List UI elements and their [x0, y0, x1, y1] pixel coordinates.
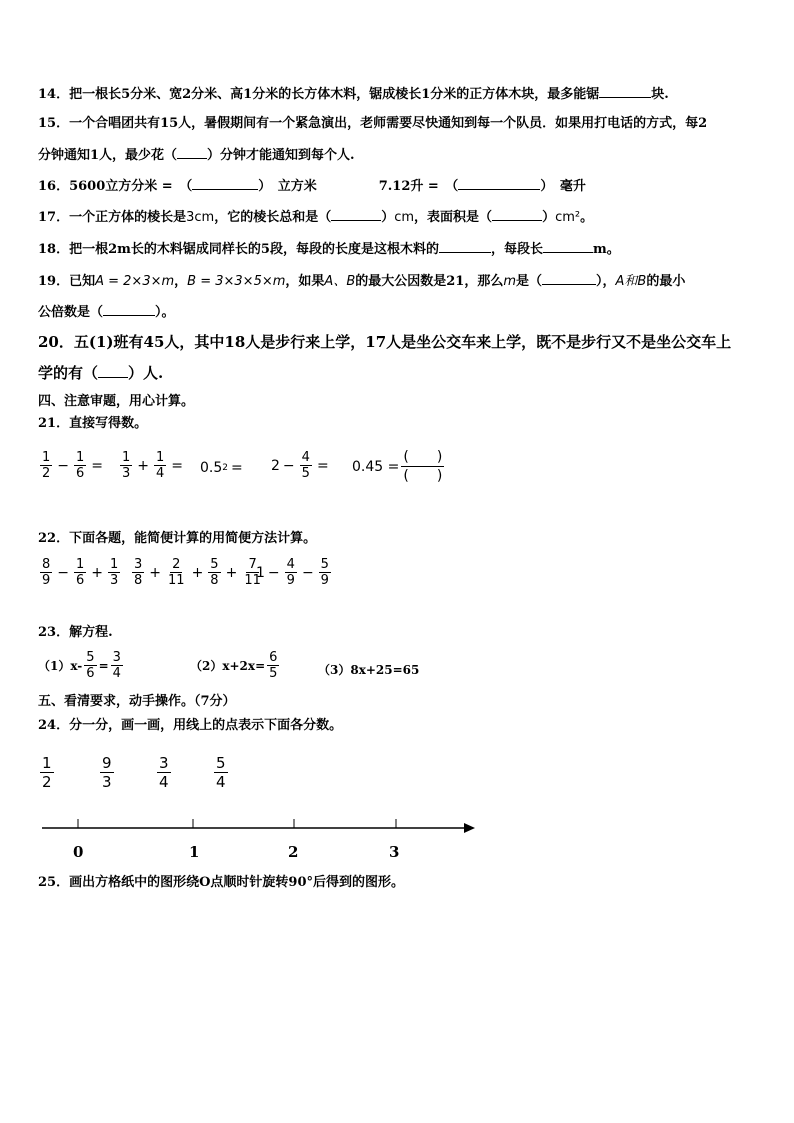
answer-blank[interactable] — [177, 145, 207, 159]
equation-23-3: （3）8x+25=65 — [318, 663, 420, 677]
expr-21-2: $\frac{1}{3}$ + $\frac{1}{4}$ = — [122, 450, 184, 481]
answer-blank[interactable] — [192, 176, 258, 190]
expr-21-5: 0.45 = $\frac{( )}{( )}$ — [352, 449, 443, 484]
expr-21-4: 2 − $\frac{4}{5}$ = — [271, 450, 329, 481]
expr-21-3: 0.5 2 = — [200, 460, 243, 476]
question-18: 18．把一根2m长的木料锯成同样长的5段，每段的长度是这根木料的 ，每段长 m。 — [38, 239, 620, 259]
fraction: $\frac{1}{3}$ — [122, 450, 131, 481]
fraction-24-1: $\frac{1}{2}$ — [42, 754, 52, 791]
answer-blank[interactable] — [458, 176, 540, 190]
question-19-line1: 19．已知A = 2×3×m，B = 3×3×5×m，如果A、B的最大公因数是21，那么m是（ ），A和B的最小 — [38, 271, 685, 291]
question-17: 17．一个正方体的棱长是3cm，它的棱长总和是（ ）cm，表面积是（ ）cm²。 — [38, 207, 593, 227]
tick-label-3: 3 — [389, 843, 400, 861]
fraction: $\frac{1}{4}$ — [156, 450, 165, 481]
fraction-24-3: $\frac{3}{4}$ — [159, 754, 169, 791]
fraction: $\frac{1}{6}$ — [76, 450, 85, 481]
answer-blank[interactable] — [98, 364, 128, 378]
question-24: 24．分一分，画一画，用线上的点表示下面各分数。 — [38, 718, 343, 733]
answer-blank[interactable] — [542, 271, 596, 285]
expr-22-3: 1 − $\frac{4}{9}$ − $\frac{5}{9}$ — [256, 557, 329, 588]
answer-blank[interactable] — [103, 302, 155, 316]
answer-blank[interactable] — [492, 207, 542, 221]
answer-blank[interactable] — [439, 239, 491, 253]
question-14: 14．把一根长5分米、宽2分米、高1分米的长方体木料，锯成棱长1分米的正方体木块，最多能锯 块. — [38, 84, 669, 104]
equation-23-1: （1）x- $\frac{5}{6}$ = $\frac{3}{4}$ — [38, 650, 121, 681]
fraction-24-2: $\frac{9}{3}$ — [102, 754, 112, 791]
question-22: 22．下面各题，能简便计算的用简便方法计算。 — [38, 531, 317, 546]
tick-label-0: 0 — [73, 843, 84, 861]
question-15-line1: 15．一个合唱团共有15人，暑假期间有一个紧急演出，老师需要尽快通知到每一个队员．如果用打电话的方式，每2 — [38, 116, 708, 131]
expr-22-2: $\frac{3}{8}$ + $\frac{2}{11}$ + $\frac{5}{8}$ + $\frac{7}{11}$ — [134, 557, 261, 588]
answer-blank[interactable] — [331, 207, 381, 221]
equation-23-2: （2）x+2x= $\frac{6}{5}$ — [190, 650, 278, 681]
question-15-line2: 分钟通知1人，最少花（ ）分钟才能通知到每个人. — [38, 145, 355, 165]
answer-fraction[interactable]: $\frac{( )}{( )}$ — [403, 449, 443, 484]
answer-blank[interactable] — [543, 239, 593, 253]
fraction-24-4: $\frac{5}{4}$ — [216, 754, 226, 791]
question-20-line2: 学的有（ ）人. — [38, 364, 164, 382]
expr-21-1: $\frac{1}{2}$ − $\frac{1}{6}$ = — [42, 450, 104, 481]
tick-label-2: 2 — [288, 843, 299, 861]
tick-label-1: 1 — [189, 843, 200, 861]
question-23: 23．解方程. — [38, 625, 113, 640]
answer-blank[interactable] — [599, 84, 651, 98]
fraction: $\frac{4}{5}$ — [301, 450, 310, 481]
question-19-line2: 公倍数是（ ）。 — [38, 302, 175, 322]
arrow-icon — [464, 823, 475, 833]
question-25: 25．画出方格纸中的图形绕O点顺时针旋转90°后得到的图形。 — [38, 875, 405, 890]
question-16: 16．5600立方分米 = （ ） 立方米 7.12升 = （ ） 毫升 — [38, 176, 586, 196]
expr-22-1: $\frac{8}{9}$ − $\frac{1}{6}$ + $\frac{1}{3}$ — [42, 557, 119, 588]
section-4-heading: 四、注意审题，用心计算。 — [38, 394, 195, 409]
section-5-heading: 五、看清要求，动手操作。（7分） — [38, 694, 236, 709]
question-21: 21．直接写得数。 — [38, 416, 148, 431]
fraction: $\frac{1}{2}$ — [42, 450, 51, 481]
question-20-line1: 20．五(1)班有45人，其中18人是步行来上学，17人是坐公交车来上学，既不是步行又不是坐公交车上 — [38, 333, 732, 351]
